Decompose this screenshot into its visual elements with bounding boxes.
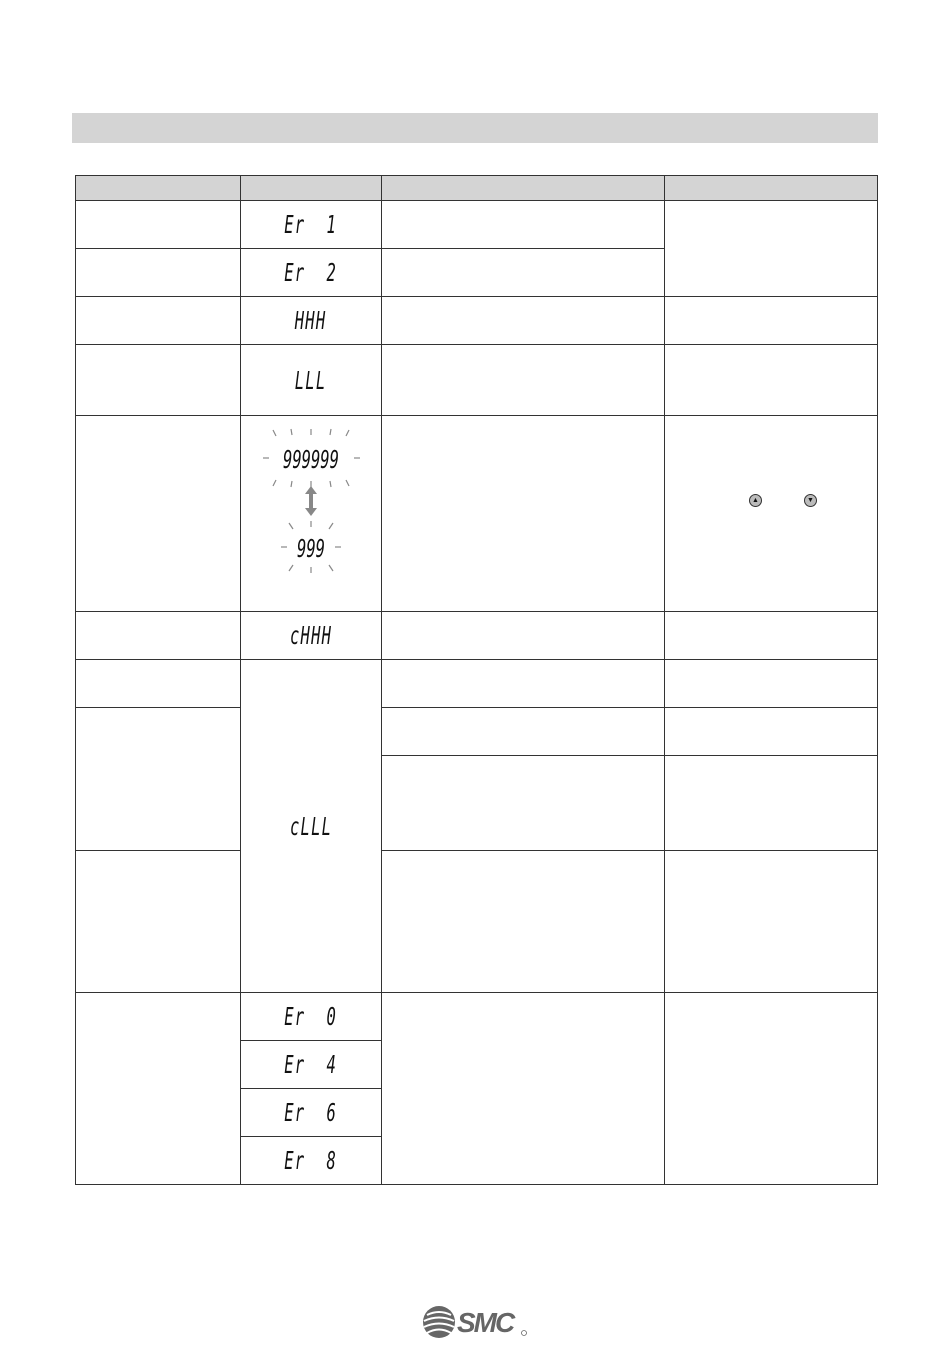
error-name-cell bbox=[76, 201, 241, 249]
key-icons bbox=[749, 494, 817, 507]
error-name-cell bbox=[76, 249, 241, 297]
description-cell bbox=[382, 297, 665, 345]
display-blink-high: 999999 bbox=[283, 445, 339, 475]
display-cell bbox=[241, 1137, 382, 1185]
display-cell bbox=[241, 993, 382, 1041]
display-cell bbox=[241, 297, 382, 345]
description-cell bbox=[382, 249, 665, 297]
display-er1: Er 1 bbox=[284, 210, 338, 239]
table-row bbox=[76, 993, 878, 1041]
table-row bbox=[76, 612, 878, 660]
table-row bbox=[76, 201, 878, 249]
description-cell bbox=[382, 756, 665, 851]
description-cell bbox=[382, 660, 665, 708]
up-key-icon: ▲ bbox=[749, 494, 762, 507]
error-name-cell bbox=[76, 993, 241, 1185]
smc-logo-mark bbox=[423, 1306, 455, 1338]
table-row bbox=[76, 851, 878, 993]
error-name-cell bbox=[76, 612, 241, 660]
description-cell bbox=[382, 612, 665, 660]
table-row bbox=[76, 660, 878, 708]
measures-cell bbox=[665, 993, 878, 1185]
measures-cell bbox=[665, 201, 878, 297]
display-cell bbox=[241, 1089, 382, 1137]
section-title-bar bbox=[72, 113, 878, 143]
display-er8: Er 8 bbox=[284, 1146, 338, 1175]
table-header-row bbox=[76, 176, 878, 201]
smc-logo-text: SMC bbox=[457, 1307, 514, 1338]
description-cell bbox=[382, 993, 665, 1185]
display-cell bbox=[241, 660, 382, 993]
measures-cell bbox=[665, 345, 878, 416]
display-cell bbox=[241, 201, 382, 249]
header-error-name bbox=[76, 176, 241, 201]
display-er4: Er 4 bbox=[284, 1050, 338, 1079]
error-table bbox=[75, 175, 878, 1185]
table-row bbox=[76, 345, 878, 416]
measures-cell bbox=[665, 851, 878, 993]
error-name-cell bbox=[76, 297, 241, 345]
header-measures bbox=[665, 176, 878, 201]
measures-cell bbox=[665, 416, 878, 612]
error-name-cell bbox=[76, 851, 241, 993]
display-blink-low: 999 bbox=[297, 534, 325, 564]
error-name-cell bbox=[76, 660, 241, 708]
display-cell bbox=[241, 1041, 382, 1089]
display-lll: LLL bbox=[295, 365, 327, 395]
error-name-cell bbox=[76, 416, 241, 612]
description-cell bbox=[382, 416, 665, 612]
description-cell bbox=[382, 851, 665, 993]
description-cell bbox=[382, 708, 665, 756]
display-er6: Er 6 bbox=[284, 1098, 338, 1127]
description-cell bbox=[382, 345, 665, 416]
display-er2: Er 2 bbox=[284, 258, 338, 287]
measures-cell bbox=[665, 660, 878, 708]
error-name-cell bbox=[76, 345, 241, 416]
table-row bbox=[76, 708, 878, 756]
blinking-display-graphic bbox=[241, 416, 382, 606]
header-display bbox=[241, 176, 382, 201]
smc-logo bbox=[420, 1303, 530, 1341]
down-key-icon: ▼ bbox=[804, 494, 817, 507]
display-cell bbox=[241, 612, 382, 660]
display-cell bbox=[241, 345, 382, 416]
measures-cell bbox=[665, 297, 878, 345]
display-clll: cLLL bbox=[289, 811, 333, 841]
table-row bbox=[76, 297, 878, 345]
display-hhh: HHH bbox=[295, 306, 327, 335]
description-cell bbox=[382, 201, 665, 249]
display-chhh: cHHH bbox=[289, 621, 333, 650]
measures-cell bbox=[665, 708, 878, 756]
measures-cell bbox=[665, 756, 878, 851]
measures-cell bbox=[665, 612, 878, 660]
display-cell bbox=[241, 249, 382, 297]
table-row bbox=[76, 416, 878, 612]
error-name-cell bbox=[76, 708, 241, 851]
header-description bbox=[382, 176, 665, 201]
display-cell-blinking bbox=[241, 416, 382, 612]
display-er0: Er 0 bbox=[284, 1002, 338, 1031]
